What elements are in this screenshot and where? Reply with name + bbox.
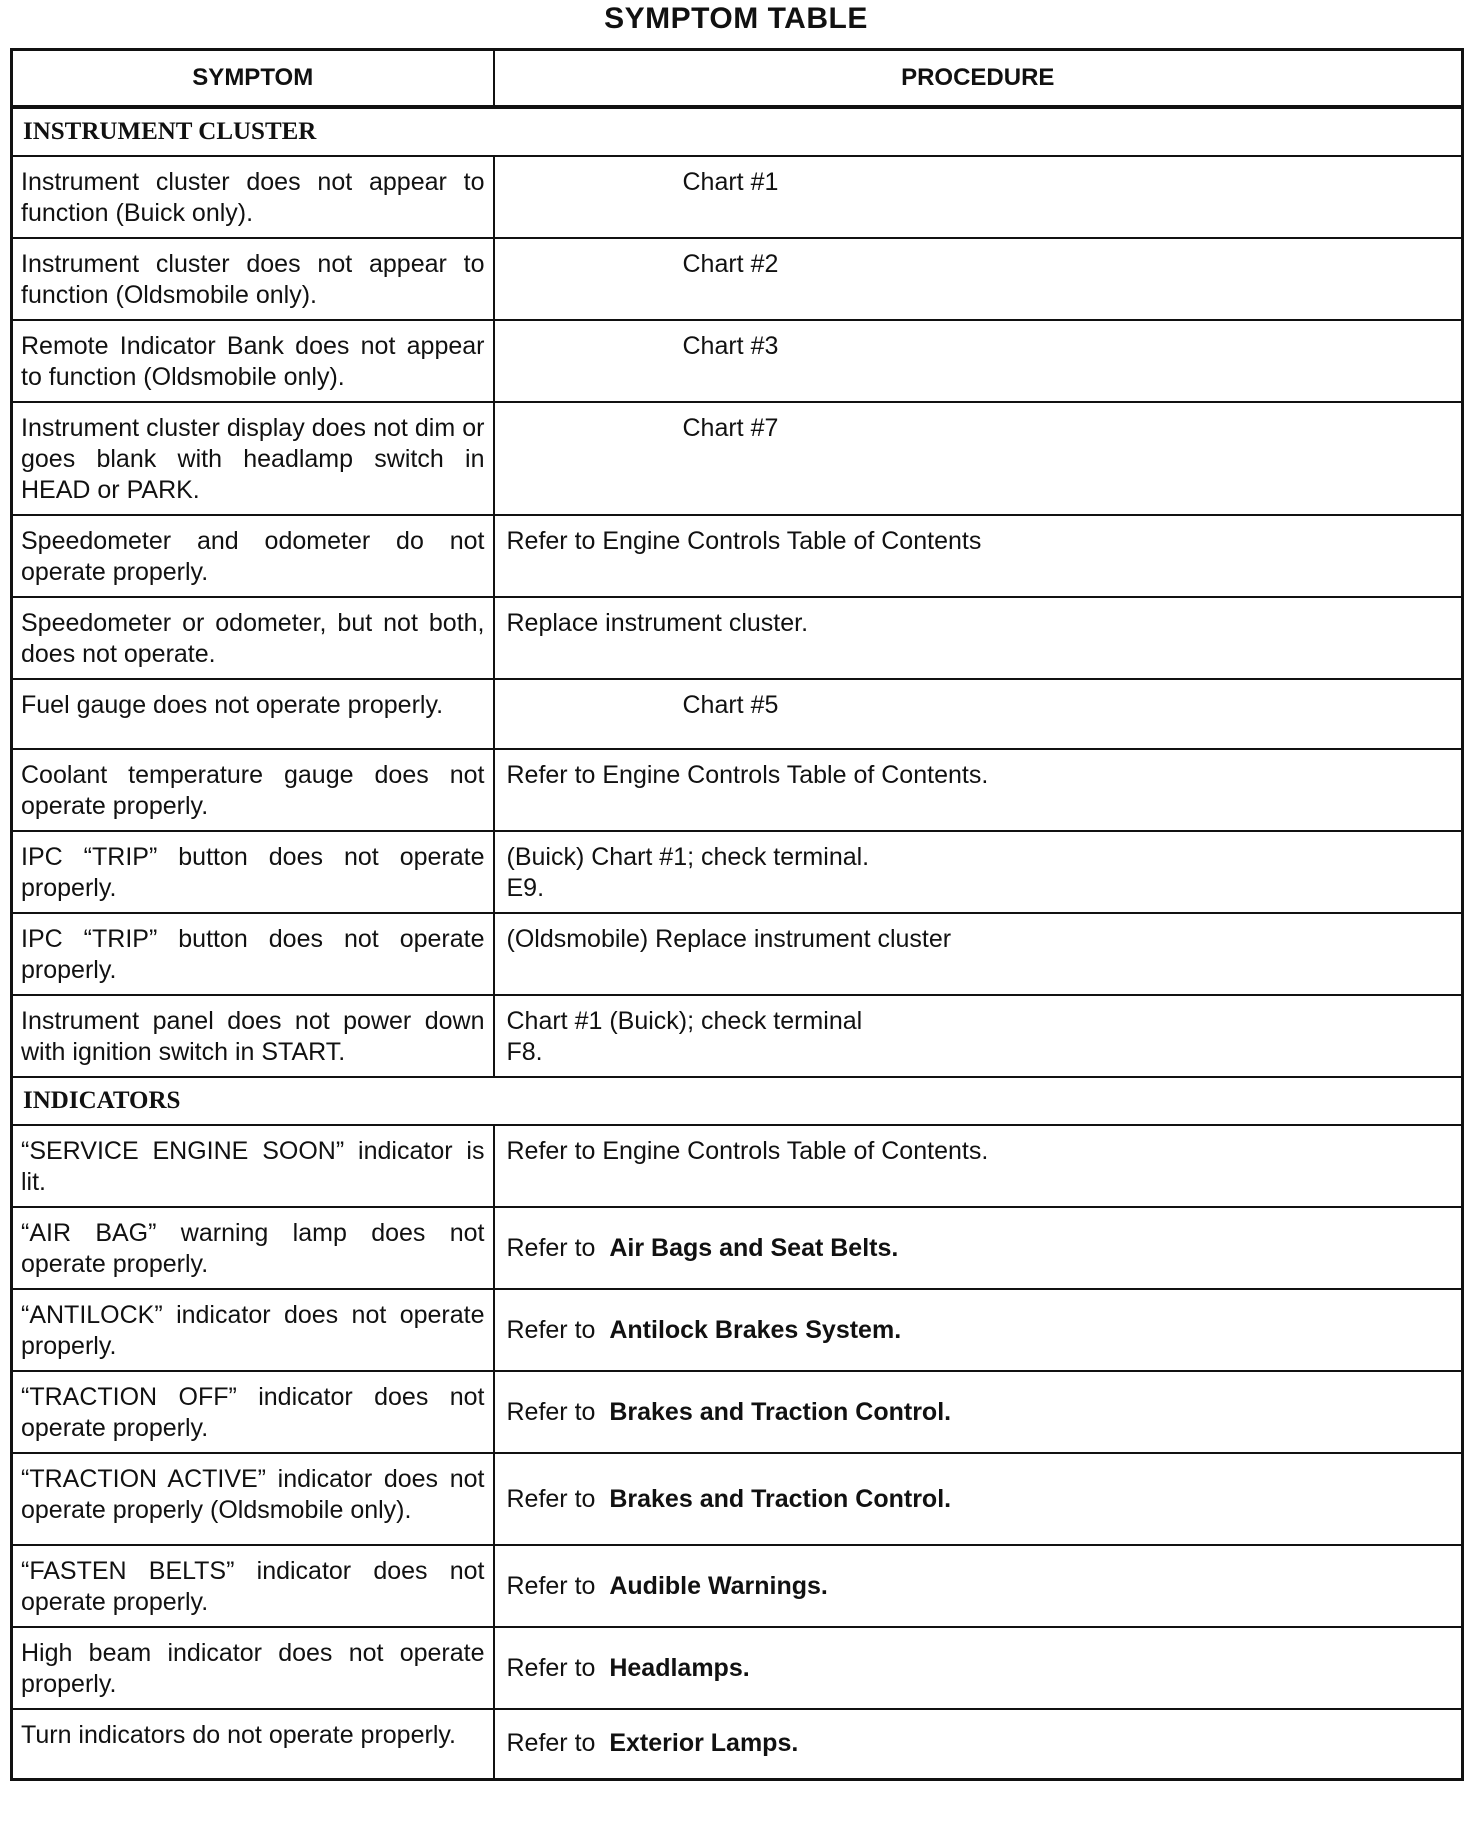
procedure-text: (Buick) Chart #1; check terminal. E9. (506, 843, 870, 902)
table-row (12, 749, 1463, 831)
procedure-cell (494, 320, 1463, 402)
table-row (12, 1453, 1463, 1545)
procedure-text: Chart #1 (Buick); check terminal F8. (506, 1007, 863, 1066)
procedure-reference: Air Bags and Seat Belts. (609, 1233, 899, 1262)
table-row (12, 995, 1463, 1077)
procedure-cell (494, 1289, 1463, 1371)
procedure-reference: Audible Warnings. (609, 1571, 828, 1600)
procedure-text: Replace instrument cluster. (506, 609, 809, 637)
symptom-column-header: SYMPTOM (12, 50, 494, 108)
page-title: SYMPTOM TABLE (604, 2, 868, 35)
symptom-cell: IPC “TRIP” button does not operate properly. (12, 913, 494, 995)
table-row (12, 156, 1463, 238)
procedure-reference: Headlamps. (609, 1653, 750, 1682)
table-row (12, 1289, 1463, 1371)
procedure-cell (494, 831, 1463, 913)
procedure-column-header: PROCEDURE (494, 50, 1463, 108)
symptom-cell: Turn indicators do not operate properly. (12, 1709, 494, 1779)
symptom-cell: “ANTILOCK” indicator does not operate properly. (12, 1289, 494, 1371)
table-row (12, 1545, 1463, 1627)
symptom-cell: High beam indicator does not operate properly. (12, 1627, 494, 1709)
procedure-cell (494, 1125, 1463, 1207)
procedure-cell (494, 679, 1463, 749)
table-row (12, 320, 1463, 402)
procedure-prefix: Refer to (506, 1233, 596, 1262)
symptom-cell: Instrument cluster display does not dim or goes blank with headlamp switch in HEAD or PARK. (12, 402, 494, 515)
chart-reference: Chart #1 (682, 168, 779, 196)
procedure-cell (494, 1207, 1463, 1289)
procedure-prefix: Refer to (506, 1653, 596, 1682)
symptom-cell: IPC “TRIP” button does not operate properly. (12, 831, 494, 913)
procedure-reference: Brakes and Traction Control. (609, 1484, 952, 1513)
procedure-text: (Oldsmobile) Replace instrument cluster (506, 925, 952, 953)
table-row (12, 1207, 1463, 1289)
procedure-cell (494, 515, 1463, 597)
symptom-cell: Speedometer or odometer, but not both, does not operate. (12, 597, 494, 679)
table-row (12, 238, 1463, 320)
table-row (12, 1371, 1463, 1453)
procedure-prefix: Refer to (506, 1397, 596, 1426)
symptom-cell: Remote Indicator Bank does not appear to function (Oldsmobile only). (12, 320, 494, 402)
table-row (12, 597, 1463, 679)
procedure-text: Refer to Engine Controls Table of Contents. (506, 761, 989, 789)
procedure-cell (494, 1709, 1463, 1779)
symptom-cell: “TRACTION OFF” indicator does not operate properly. (12, 1371, 494, 1453)
symptom-cell: Instrument panel does not power down with ignition switch in START. (12, 995, 494, 1077)
chart-reference: Chart #7 (682, 414, 779, 442)
table-row (12, 1627, 1463, 1709)
procedure-cell (494, 156, 1463, 238)
procedure-cell (494, 749, 1463, 831)
chart-reference: Chart #3 (682, 332, 779, 360)
symptom-cell: “AIR BAG” warning lamp does not operate properly. (12, 1207, 494, 1289)
symptom-cell: Instrument cluster does not appear to function (Oldsmobile only). (12, 238, 494, 320)
symptom-cell: Speedometer and odometer do not operate properly. (12, 515, 494, 597)
symptom-cell: “TRACTION ACTIVE” indicator does not operate properly (Oldsmobile only). (12, 1453, 494, 1545)
procedure-text: Refer to Engine Controls Table of Contents. (506, 1137, 989, 1165)
section-heading: INSTRUMENT CLUSTER (12, 107, 1463, 156)
symptom-table (10, 48, 1464, 1781)
procedure-prefix: Refer to (506, 1484, 596, 1513)
table-row (12, 1125, 1463, 1207)
procedure-reference: Brakes and Traction Control. (609, 1397, 952, 1426)
procedure-cell (494, 995, 1463, 1077)
section-row (12, 1077, 1463, 1125)
section-heading: INDICATORS (12, 1077, 1463, 1125)
procedure-cell (494, 597, 1463, 679)
procedure-reference: Exterior Lamps. (609, 1729, 799, 1758)
procedure-cell (494, 238, 1463, 320)
chart-reference: Chart #2 (682, 250, 779, 278)
procedure-cell (494, 402, 1463, 515)
chart-reference: Chart #5 (682, 691, 779, 719)
symptom-cell: “SERVICE ENGINE SOON” indicator is lit. (12, 1125, 494, 1207)
procedure-reference: Antilock Brakes System. (609, 1315, 902, 1344)
table-row (12, 402, 1463, 515)
table-row (12, 831, 1463, 913)
procedure-cell (494, 1627, 1463, 1709)
procedure-prefix: Refer to (506, 1315, 596, 1344)
procedure-prefix: Refer to (506, 1729, 596, 1758)
procedure-cell (494, 1545, 1463, 1627)
symptom-cell: Fuel gauge does not operate properly. (12, 679, 494, 749)
procedure-cell (494, 913, 1463, 995)
table-row (12, 1709, 1463, 1779)
section-row (12, 107, 1463, 156)
table-row (12, 679, 1463, 749)
symptom-cell: Instrument cluster does not appear to function (Buick only). (12, 156, 494, 238)
table-row (12, 913, 1463, 995)
procedure-text: Refer to Engine Controls Table of Contents (506, 527, 982, 555)
symptom-cell: “FASTEN BELTS” indicator does not operate properly. (12, 1545, 494, 1627)
procedure-prefix: Refer to (506, 1571, 596, 1600)
procedure-cell (494, 1453, 1463, 1545)
symptom-cell: Coolant temperature gauge does not operate properly. (12, 749, 494, 831)
procedure-cell (494, 1371, 1463, 1453)
table-row (12, 515, 1463, 597)
table-body (12, 107, 1463, 1779)
header-row (12, 50, 1463, 108)
